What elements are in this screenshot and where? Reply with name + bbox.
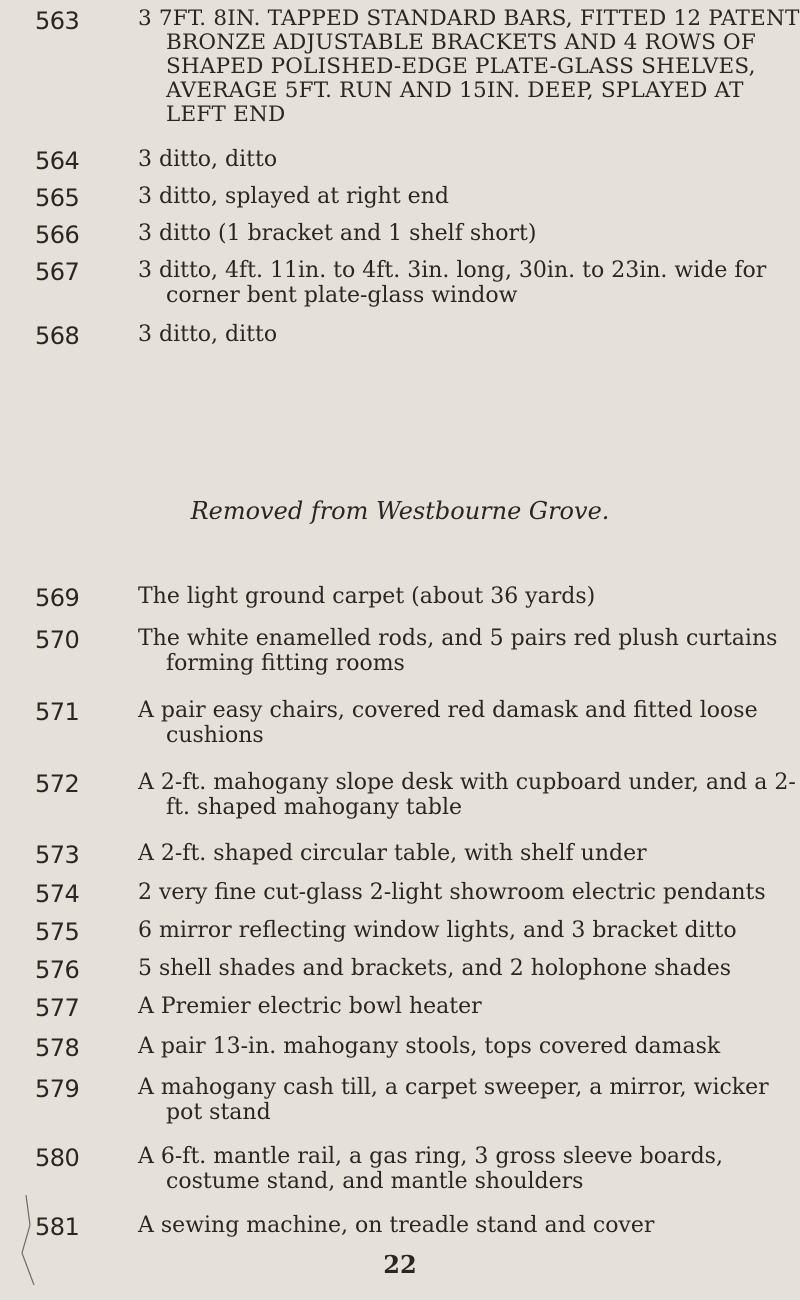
lot-number: 577	[35, 994, 80, 1022]
lot-number: 564	[35, 147, 80, 175]
lot-number: 580	[35, 1144, 80, 1172]
lot-number: 570	[35, 626, 80, 654]
lot-number: 565	[35, 184, 80, 212]
section-heading: Removed from Westbourne Grove.	[190, 497, 610, 525]
lot-description: A pair 13-in. mahogany stools, tops covered damask	[138, 1034, 721, 1059]
lot-number: 581	[35, 1213, 80, 1241]
lot-description: The light ground carpet (about 36 yards)	[138, 584, 596, 609]
lot-description: 6 mirror reflecting window lights, and 3 bracket ditto	[138, 918, 737, 943]
lot-description: A 6-ft. mantle rail, a gas ring, 3 gross sleeve boards, costume stand, and mantle shoulders	[138, 1144, 723, 1194]
lot-description: A pair easy chairs, covered red damask and fitted loose cushions	[138, 698, 758, 748]
lot-description: 3 ditto, ditto	[138, 322, 278, 347]
lot-number: 573	[35, 841, 80, 869]
lot-description: A Premier electric bowl heater	[138, 994, 482, 1019]
page-number: 22	[383, 1250, 417, 1279]
lot-number: 575	[35, 918, 80, 946]
lot-description: 3 ditto, ditto	[138, 147, 278, 172]
lot-description: 3 ditto, 4ft. 11in. to 4ft. 3in. long, 30in. to 23in. wide for corner bent plate-glass window	[138, 258, 767, 308]
paper-mark	[12, 1195, 48, 1295]
lot-number: 569	[35, 584, 80, 612]
lot-description: A 2-ft. shaped circular table, with shelf under	[138, 841, 647, 866]
lot-number: 576	[35, 956, 80, 984]
lot-description: 3 ditto, splayed at right end	[138, 184, 449, 209]
lot-description: 2 very fine cut-glass 2-light showroom electric pendants	[138, 880, 766, 905]
lot-number: 578	[35, 1034, 80, 1062]
lot-number: 572	[35, 770, 80, 798]
lot-description: 3 ditto (1 bracket and 1 shelf short)	[138, 221, 537, 246]
lot-number: 568	[35, 322, 80, 350]
lot-description: 3 7FT. 8IN. TAPPED STANDARD BARS, FITTED 12 PATENT BRONZE ADJUSTABLE BRACKETS AND 4 ROWS OF SHAPED POLISHED-EDGE PLATE-GLASS SHELVES, AVERAGE 5FT. RUN AND 15IN. DEEP, SPLAYED AT LEFT END	[138, 6, 800, 127]
lot-number: 571	[35, 698, 80, 726]
lot-number: 574	[35, 880, 80, 908]
lot-description: A 2-ft. mahogany slope desk with cupboard under, and a 2-ft. shaped mahogany table	[138, 770, 796, 820]
lot-description: 5 shell shades and brackets, and 2 holophone shades	[138, 956, 732, 981]
lot-number: 579	[35, 1075, 80, 1103]
lot-description: The white enamelled rods, and 5 pairs red plush curtains forming fitting rooms	[138, 626, 778, 676]
lot-description: A mahogany cash till, a carpet sweeper, a mirror, wicker pot stand	[138, 1075, 769, 1125]
lot-description: A sewing machine, on treadle stand and cover	[138, 1213, 655, 1238]
lot-number: 563	[35, 7, 80, 35]
lot-number: 566	[35, 221, 80, 249]
lot-number: 567	[35, 258, 80, 286]
